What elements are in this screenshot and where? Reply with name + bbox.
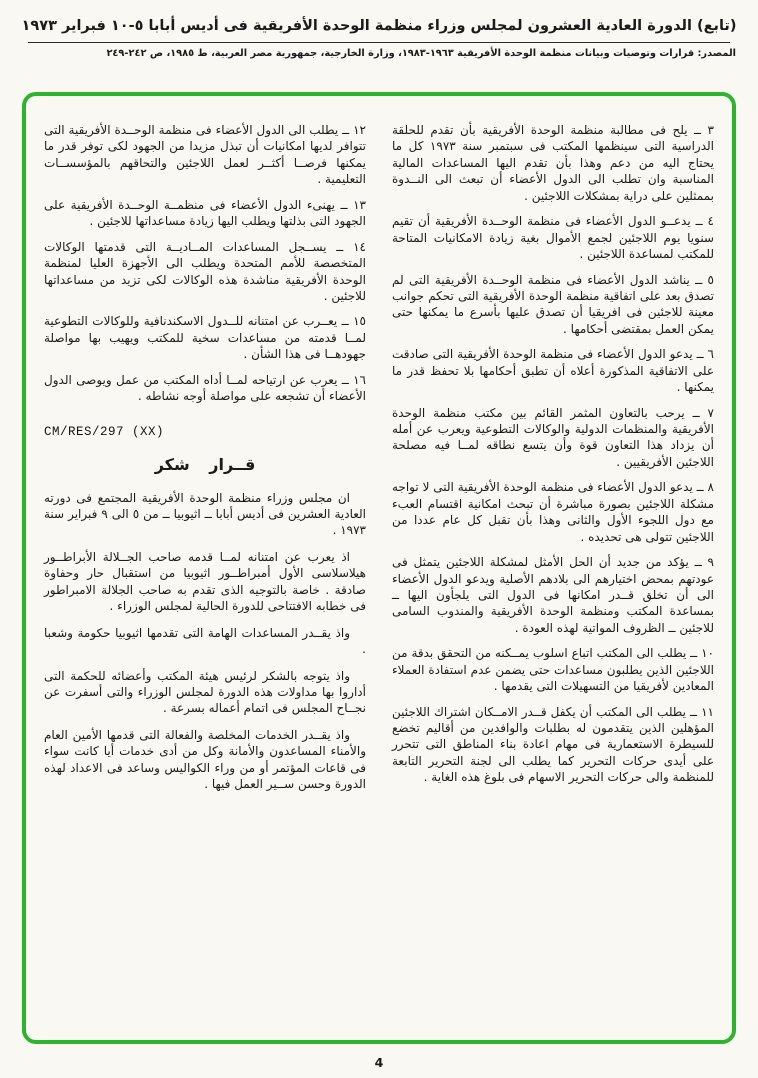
resolution-paragraph-2: واذ يقــدر المساعدات الهامة التى تقدمها اثيوبيا حكومة وشعبا . (44, 625, 366, 657)
source-line: المصدر: قرارات وتوصيات وبيانات منظمة الوحدة الأفريقية ١٩٦٣-١٩٨٣، وزارة الخارجية، جمهورية مصر العربية، ط ١٩٨٥، ص ٢٤٢-٢٤٩ (106, 48, 736, 60)
resolution-item-3: ٣ ــ يلح فى مطالبة منظمة الوحدة الأفريقية بأن تقدم للحلقة الدراسية التى سينظمها المكتب فى سبتمبر سنة ١٩٧٣ كل ما يحتاج اليه من دعم وهذا بأن تقدم اليها المساعدات المالية المناسبة وان تطلب الى الدول الأعضاء أن تبعث الى النــدوة بممثلين على دراية بمشكلات اللاجئين . (392, 123, 715, 203)
resolution-title: قــرار شكر (154, 454, 256, 474)
column-right (392, 122, 714, 1024)
resolution-item-9: ٩ ــ يؤكد من جديد أن الحل الأمثل لمشكلة اللاجئين يتمثل فى عودتهم بمحض اختيارهم الى بلادهم الأصلية ويدعو الدول الأعضاء الى أن تخلق قــدر امكانها فى الدول التى يلجأون اليها ــ بمساعدة المكتب ومنظمة الوحدة الأفريقية والمندوب السامى للاجئين ــ الظروف المواتية لهذه العودة . (392, 555, 714, 635)
column-left (44, 122, 366, 1024)
resolution-item-6: ٦ ــ يدعو الدول الأعضاء فى منظمة الوحدة الأفريقية التى صادقت على الاتفاقية المذكورة أعلاه أن تطبق أحكامها بلا تحفظ قدر ما يمكنها . (392, 347, 714, 395)
resolution-item-14: ١٤ ــ يســجل المساعدات المــاديــة التى قدمتها الوكالات المتخصصة للأمم المتحدة ويطلب الى الأجهزة العليا لمنظمة الوحدة الأفريقية مناشدة هذه الوكالات لكى تزيد من مساعداتها للاجئين . (44, 239, 366, 303)
resolution-paragraph-3: واذ يتوجه بالشكر لرئيس هيئة المكتب وأعضائه للحكمة التى أداروا بها مداولات هذه الدورة لمجلس الوزراء والتى أسفرت عن نجــاح المجلس فى اتمام أعماله بسرعة . (44, 668, 366, 716)
resolution-item-5: ٥ ــ يناشد الدول الأعضاء فى منظمة الوحــدة الأفريقية التى لم تصدق بعد على اتفاقية منظمة الوحدة الأفريقية التى تحكم جوانب معينة للاجئين فى افريقيا أن تصدق عليها بأسرع ما يمكنها حتى يمكن العمل بمقتضى أحكامها . (392, 272, 714, 336)
resolution-paragraph-1: اذ يعرب عن امتنانه لمــا قدمه صاحب الجــلالة الأبراطــور هيلاسلاسى الأول أمبراطــور اثيوبيا من استقبال حار وحفاوة صادقة . خاصة بالتوجيه الذى تقدم به صاحب الجلالة الامبراطور فى خطابه الافتتاحى للدورة الحالية لمجلس الوزراء . (44, 549, 366, 614)
resolution-preamble: ان مجلس وزراء منظمة الوحدة الأفريقية المجتمع فى دورته العادية العشرين فى أديس أبابا ــ اثيوبيا ــ من ٥ الى ٩ فبراير سنة ١٩٧٣ . (44, 490, 367, 538)
resolution-item-7: ٧ ــ يرحب بالتعاون المثمر القائم بين مكتب منظمة الوحدة الأفريقية والمنظمات الدولية والوكالات التطوعية ويعرب عن أمله أن يزداد هذا التعاون قوة وأن يتسع نطاقه لمــا فيه مصلحة اللاجئين الأفريقيين . (392, 405, 714, 469)
resolution-item-4: ٤ ــ يدعــو الدول الأعضاء فى منظمة الوحــدة الأفريقية أن تقيم سنويا يوم اللاجئين لجمع الأموال بغية زيادة الامكانيات المتاحة للمكتب لمساعدة اللاجئين . (392, 214, 714, 262)
document-reference: CM/RES/297 (XX) (44, 424, 165, 439)
resolution-item-11: ١١ ــ يطلب الى المكتب أن يكفل قــدر الامــكان اشتراك اللاجئين المؤهلين الذين يتقدمون له بطلبات والوافدين من أقاليم تخضع للسيطرة الاستعمارية فى مهام اعادة بناء المناطق التى تتحرر على أيدى حركات التحرير كما يطلب الى لجنة التحرير التابعة للمنظمة والى حركات التحرير الاسهام فى بلوغ هذه الغاية . (392, 704, 714, 785)
resolution-item-15: ١٥ ــ يعــرب عن امتنانه للــدول الاسكندنافية وللوكالات التطوعية لمــا قدمته من مساعدات سخية للمكتب ويهيب بها مواصلة جهودهــا فى هذا الشأن . (44, 314, 366, 362)
page-number: 4 (374, 1055, 384, 1070)
header-divider (28, 42, 730, 43)
resolution-item-8: ٨ ــ يدعو الدول الأعضاء فى منظمة الوحدة الأفريقية التى لا تواجه مشكلة اللاجئين بصورة مباشرة أن تبحث امكانية اقتسام العبء مع دول اللجوء الأول والثانى وهذا بأن تقبل كل عام عددا من اللاجئين تتولى هى تحديده . (392, 480, 714, 544)
resolution-paragraph-4: واذ يقــدر الخدمات المخلصة والفعالة التى قدمها الأمين العام والأمناء المساعدون والأمانة وكل من أدى خدمات أيا كانت سواء فى قاعات المؤتمر أو من وراء الكواليس وساعد فى الاعداد لهذه الدورة وحسن ســير العمل فيها . (44, 727, 366, 792)
resolution-item-13: ١٣ ــ يهنىء الدول الأعضاء فى منظمــة الوحــدة الأفريقية على الجهود التى بذلتها ويطلب اليها زيادة مساعداتها للاجئين . (44, 197, 366, 229)
page-header (0, 0, 758, 61)
document-title: (تابع) الدورة العادية العشرون لمجلس وزراء منظمة الوحدة الأفريقية فى أديس أبابا ٥-١٠ فبراير ١٩٧٣ (21, 18, 737, 34)
resolution-item-10: ١٠ ــ يطلب الى المكتب اتباع اسلوب يمــكنه من التحقق بدقة من اللاجئين الذين يطلبون مساعدات حتى يضمن عدم استفادة العملاء المعادين لأفريقيا من التسهيلات التى يقدمها . (392, 646, 714, 694)
content-frame (22, 92, 736, 1044)
resolution-item-16: ١٦ ــ يعرب عن ارتياحه لمــا أداه المكتب من عمل ويوصى الدول الأعضاء أن تشجعه على مواصلة أوجه نشاطه . (44, 372, 366, 404)
resolution-item-12: ١٢ ــ يطلب الى الدول الأعضاء فى منظمة الوحــدة الأفريقية التى تتوافر لديها امكانيات أن تبذل مزيدا من الجهود لكى توفر قدر ما يمكنها فرصــا أكثــر لعمل اللاجئين والتحاقهم بالمؤسســات التعليمية . (44, 123, 366, 187)
two-column-layout (44, 122, 714, 1024)
